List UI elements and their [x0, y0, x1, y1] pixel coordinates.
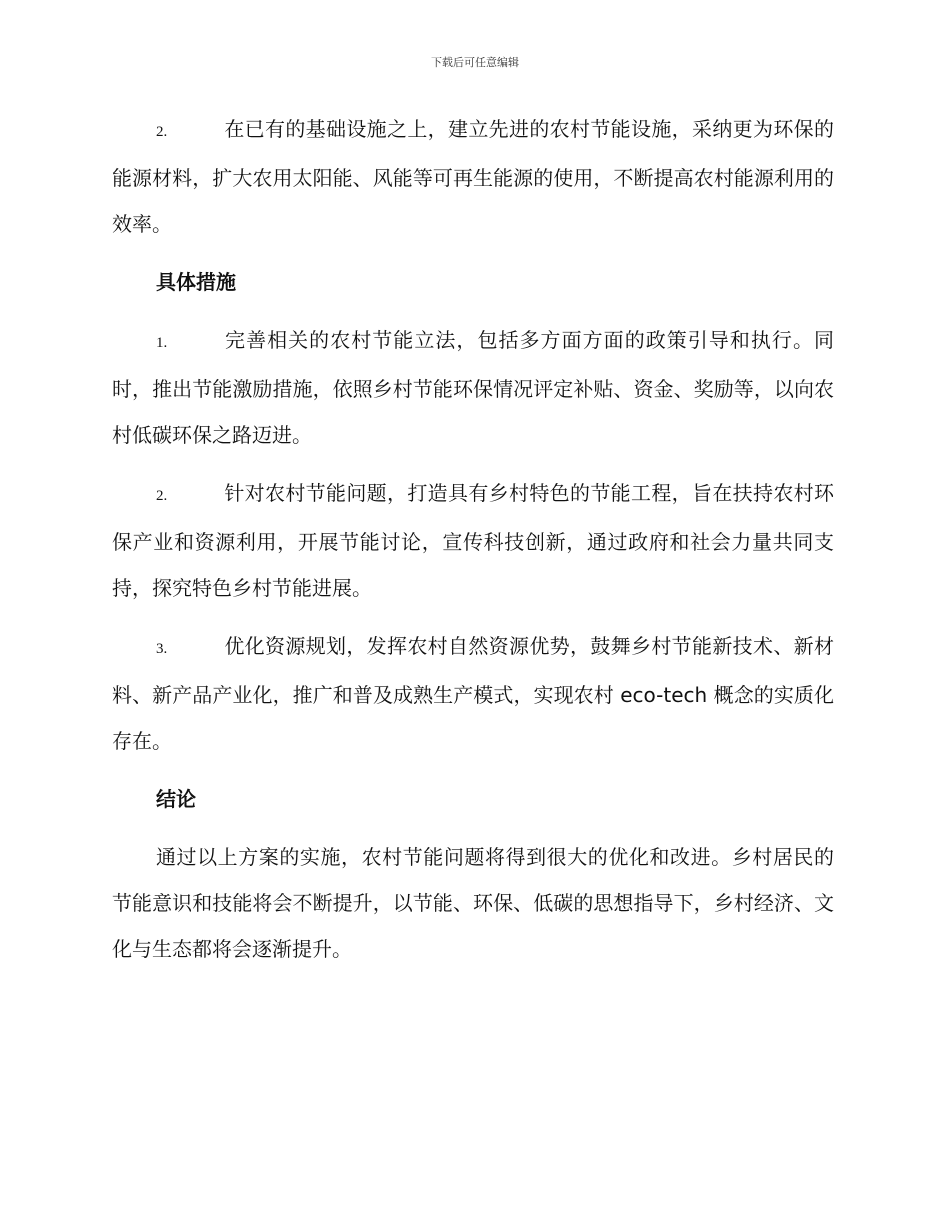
section-heading-conclusion: 结论 — [156, 787, 196, 811]
document-body — [112, 106, 834, 984]
list-number: 2. — [156, 488, 168, 504]
paragraph-text: 完善相关的农村节能立法，包括多方面方面的政策引导和执行。同时，推出节能激励措施，依照乡村节能环保情况评定补贴、资金、奖励等，以向农村低碳环保之路迈进。 — [112, 328, 834, 447]
page-header: 下载后可任意编辑 — [431, 56, 519, 69]
list-number: 2. — [156, 124, 168, 140]
paragraph-text: 在已有的基础设施之上，建立先进的农村节能设施，采纳更为环保的能源材料，扩大农用太阳能、风能等可再生能源的使用，不断提高农村能源利用的效率。 — [112, 117, 834, 236]
list-number: 3. — [156, 641, 168, 657]
list-number: 1. — [156, 335, 168, 351]
section-heading-measures: 具体措施 — [156, 270, 236, 294]
paragraph-text: 针对农村节能问题，打造具有乡村特色的节能工程，旨在扶持农村环保产业和资源利用，开展节能讨论，宣传科技创新，通过政府和社会力量共同支持，探究特色乡村节能进展。 — [112, 481, 834, 600]
numbered-paragraph — [112, 623, 834, 764]
numbered-paragraph — [112, 106, 834, 247]
conclusion-paragraph — [112, 834, 834, 972]
numbered-paragraph — [112, 470, 834, 611]
paragraph-text: 优化资源规划，发挥农村自然资源优势，鼓舞乡村节能新技术、新材料、新产品产业化，推广和普及成熟生产模式，实现农村 eco-tech 概念的实质化存在。 — [112, 634, 834, 753]
numbered-paragraph — [112, 317, 834, 458]
paragraph-text: 通过以上方案的实施，农村节能问题将得到很大的优化和改进。乡村居民的节能意识和技能将会不断提升，以节能、环保、低碳的思想指导下，乡村经济、文化与生态都将会逐渐提升。 — [112, 845, 834, 961]
